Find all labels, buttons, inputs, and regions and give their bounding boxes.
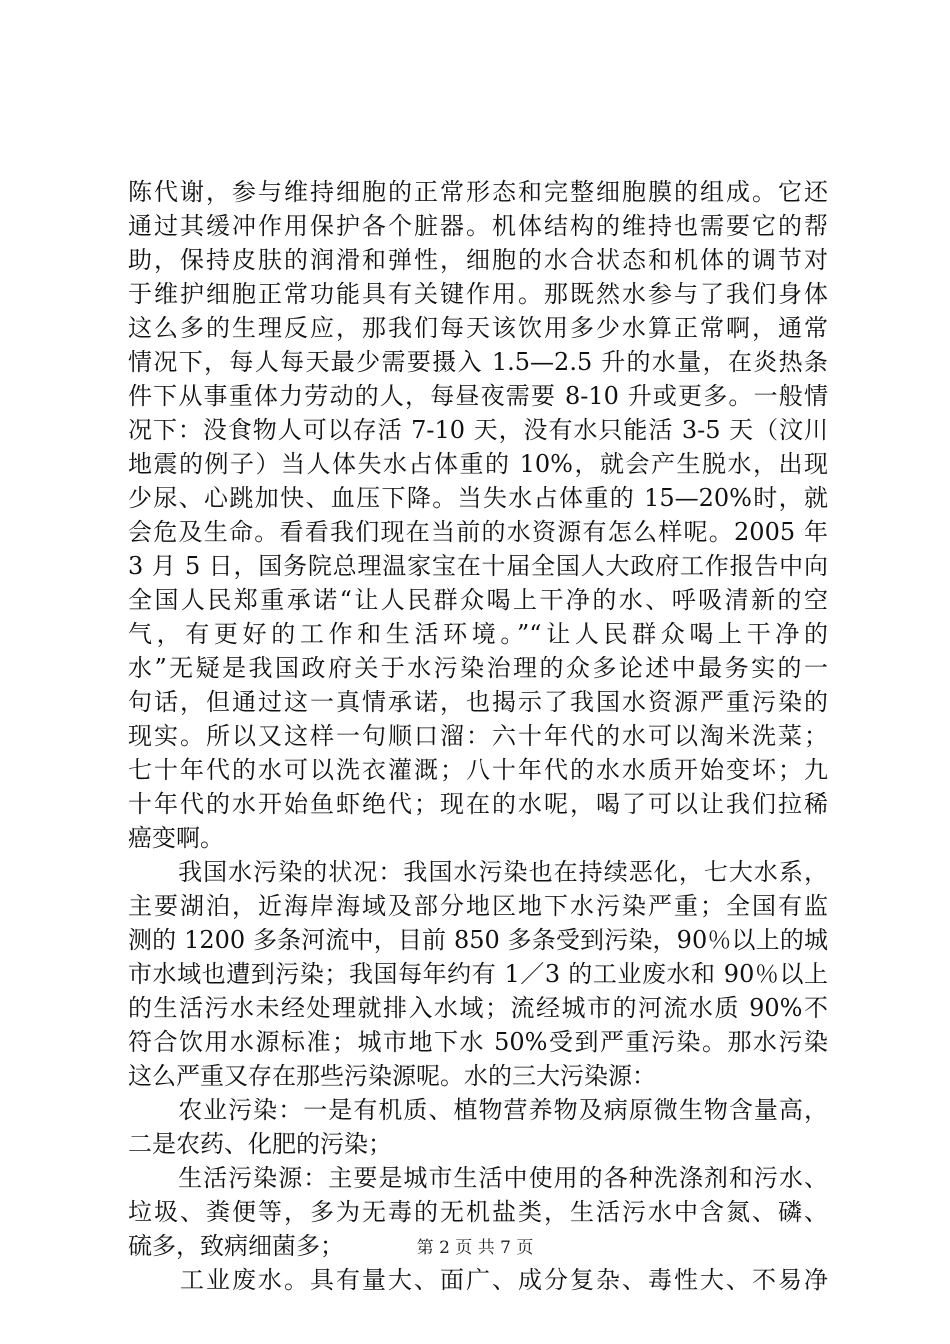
body-text	[128, 175, 828, 1297]
page-footer: 第 2 页 共 7 页	[416, 1238, 534, 1258]
text-line: 主要湖泊，近海岸海域及部分地区地下水污染严重；全国有监	[128, 892, 828, 920]
text-line: 情况下，每人每天最少需要摄入 1.5—2.5 升的水量，在炎热条	[128, 348, 828, 376]
text-line: 于维护细胞正常功能具有关键作用。那既然水参与了我们身体	[128, 280, 828, 308]
text-line: 这么多的生理反应，那我们每天该饮用多少水算正常啊，通常	[128, 314, 828, 342]
text-line: 水”无疑是我国政府关于水污染治理的众多论述中最务实的一	[128, 654, 828, 682]
text-line: 少尿、心跳加快、血压下降。当失水占体重的 15—20%时，就	[128, 484, 828, 512]
text-line: 十年代的水开始鱼虾绝代；现在的水呢，喝了可以让我们拉稀	[128, 790, 828, 818]
text-line: 市水域也遭到污染；我国每年约有 1／3 的工业废水和 90％以上	[128, 960, 828, 988]
text-line: 的生活污水未经处理就排入水域；流经城市的河流水质 90%不	[128, 994, 828, 1022]
text-line: 助，保持皮肤的润滑和弹性，细胞的水合状态和机体的调节对	[128, 246, 828, 274]
text-line: 全国人民郑重承诺“让人民群众喝上干净的水、呼吸清新的空	[128, 586, 828, 614]
text-line: 硫多，致病细菌多；	[128, 1232, 344, 1260]
text-line: 会危及生命。看看我们现在当前的水资源有怎么样呢。2005 年	[128, 518, 828, 546]
text-line: 况下：没食物人可以存活 7-10 天，没有水只能活 3-5 天（汶川	[128, 416, 828, 444]
text-line: 现实。所以又这样一句顺口溜：六十年代的水可以淘米洗菜；	[128, 722, 828, 750]
text-line: 七十年代的水可以洗衣灌溉；八十年代的水水质开始变坏；九	[128, 756, 828, 784]
text-line: 3 月 5 日，国务院总理温家宝在十届全国人大政府工作报告中向	[128, 552, 828, 580]
text-line: 垃圾、粪便等，多为无毒的无机盐类，生活污水中含氮、磷、	[128, 1198, 828, 1226]
text-line: 符合饮用水源标准；城市地下水 50%受到严重污染。那水污染	[128, 1028, 828, 1056]
text-line: 测的 1200 多条河流中，目前 850 多条受到污染，90％以上的城	[128, 926, 828, 954]
text-line: 这么严重又存在那些污染源呢。水的三大污染源：	[128, 1062, 656, 1090]
text-line: 陈代谢，参与维持细胞的正常形态和完整细胞膜的组成。它还	[128, 178, 828, 206]
text-line: 通过其缓冲作用保护各个脏器。机体结构的维持也需要它的帮	[128, 212, 828, 240]
text-line: 我国水污染的状况：我国水污染也在持续恶化，七大水系，	[128, 858, 828, 886]
text-line: 气，有更好的工作和生活环境。”“让人民群众喝上干净的	[128, 620, 828, 648]
text-line: 二是农药、化肥的污染；	[128, 1130, 392, 1158]
text-line: 地震的例子）当人体失水占体重的 10%，就会产生脱水，出现	[128, 450, 828, 478]
text-line: 生活污染源：主要是城市生活中使用的各种洗涤剂和污水、	[128, 1164, 828, 1192]
text-line: 农业污染：一是有机质、植物营养物及病原微生物含量高，	[128, 1096, 828, 1124]
text-line: 工业废水。具有量大、面广、成分复杂、毒性大、不易净	[128, 1266, 828, 1294]
text-line: 句话，但通过这一真情承诺，也揭示了我国水资源严重污染的	[128, 688, 828, 716]
text-line: 件下从事重体力劳动的人，每昼夜需要 8-10 升或更多。一般情	[128, 382, 828, 410]
text-line: 癌变啊。	[128, 824, 224, 852]
